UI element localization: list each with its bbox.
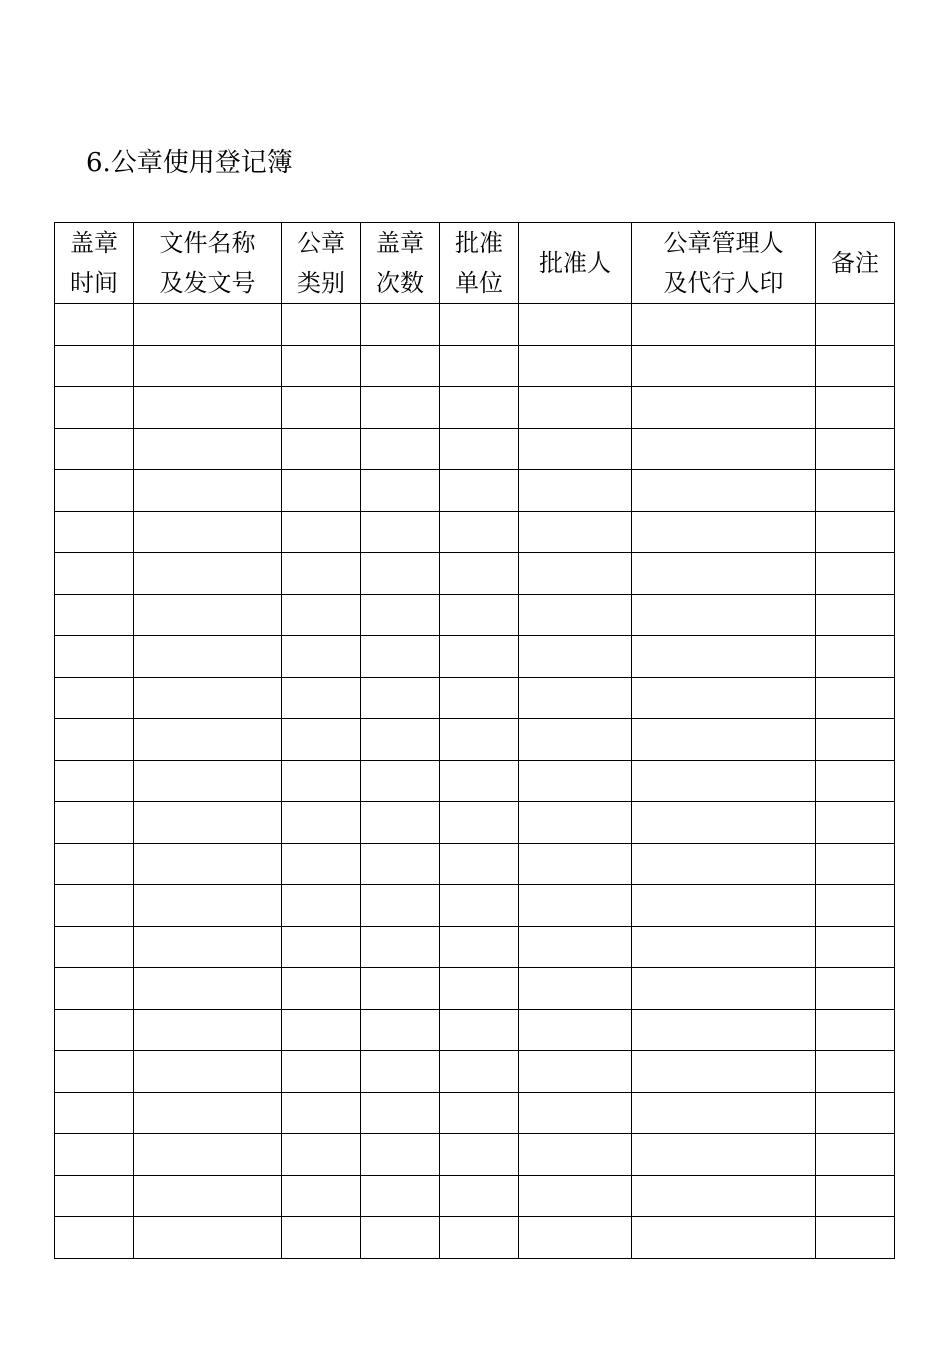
table-cell[interactable] <box>440 428 519 470</box>
header-line: 时间 <box>70 269 118 297</box>
table-row <box>55 885 895 927</box>
table-cell[interactable] <box>440 304 519 346</box>
table-cell[interactable] <box>55 553 134 595</box>
table-cell[interactable] <box>816 677 895 719</box>
table-cell[interactable] <box>816 1217 895 1259</box>
table-cell[interactable] <box>519 760 632 802</box>
header-line: 盖章 <box>70 229 118 257</box>
table-cell[interactable] <box>632 1175 816 1217</box>
table-cell[interactable] <box>282 553 361 595</box>
table-cell[interactable] <box>440 470 519 512</box>
table-cell[interactable] <box>519 553 632 595</box>
table-cell[interactable] <box>816 636 895 678</box>
table-body <box>55 304 895 1259</box>
table-cell[interactable] <box>632 719 816 761</box>
table-cell[interactable] <box>361 1051 440 1093</box>
table-cell[interactable] <box>55 719 134 761</box>
table-row <box>55 1092 895 1134</box>
table-cell[interactable] <box>134 760 282 802</box>
table-cell[interactable] <box>632 594 816 636</box>
table-cell[interactable] <box>55 387 134 429</box>
table-cell[interactable] <box>816 1092 895 1134</box>
table-cell[interactable] <box>632 345 816 387</box>
table-row <box>55 760 895 802</box>
table-cell[interactable] <box>816 1175 895 1217</box>
table-row <box>55 1051 895 1093</box>
table-cell[interactable] <box>134 802 282 844</box>
table-cell[interactable] <box>361 511 440 553</box>
table-cell[interactable] <box>632 968 816 1010</box>
table-cell[interactable] <box>632 553 816 595</box>
table-cell[interactable] <box>440 1092 519 1134</box>
table-cell[interactable] <box>816 304 895 346</box>
table-cell[interactable] <box>519 843 632 885</box>
table-cell[interactable] <box>519 636 632 678</box>
table-cell[interactable] <box>282 428 361 470</box>
table-cell[interactable] <box>361 304 440 346</box>
table-cell[interactable] <box>55 843 134 885</box>
table-row <box>55 428 895 470</box>
table-cell[interactable] <box>134 387 282 429</box>
table-cell[interactable] <box>134 926 282 968</box>
table-cell[interactable] <box>282 1092 361 1134</box>
table-cell[interactable] <box>55 760 134 802</box>
table-cell[interactable] <box>632 1134 816 1176</box>
table-row <box>55 594 895 636</box>
table-cell[interactable] <box>361 885 440 927</box>
header-line: 单位 <box>455 269 503 297</box>
table-cell[interactable] <box>440 345 519 387</box>
header-line: 文件名称 <box>159 229 256 257</box>
table-cell[interactable] <box>440 843 519 885</box>
header-line: 批准 <box>455 229 503 257</box>
table-cell[interactable] <box>519 926 632 968</box>
table-cell[interactable] <box>440 553 519 595</box>
table-cell[interactable] <box>440 1175 519 1217</box>
table-cell[interactable] <box>519 719 632 761</box>
table-cell[interactable] <box>361 1175 440 1217</box>
table-cell[interactable] <box>282 760 361 802</box>
table-cell[interactable] <box>632 677 816 719</box>
table-cell[interactable] <box>632 387 816 429</box>
table-cell[interactable] <box>361 843 440 885</box>
table-row <box>55 345 895 387</box>
table-cell[interactable] <box>816 594 895 636</box>
table-cell[interactable] <box>134 594 282 636</box>
table-cell[interactable] <box>632 926 816 968</box>
table-row <box>55 1217 895 1259</box>
table-row <box>55 968 895 1010</box>
table-cell[interactable] <box>361 1217 440 1259</box>
table-cell[interactable] <box>519 1134 632 1176</box>
table-row <box>55 387 895 429</box>
table-cell[interactable] <box>440 1051 519 1093</box>
table-cell[interactable] <box>134 553 282 595</box>
table-cell[interactable] <box>282 470 361 512</box>
table-cell[interactable] <box>282 1009 361 1051</box>
table-cell[interactable] <box>519 885 632 927</box>
table-cell[interactable] <box>282 885 361 927</box>
table-cell[interactable] <box>282 843 361 885</box>
table-cell[interactable] <box>519 677 632 719</box>
table-cell[interactable] <box>361 1009 440 1051</box>
table-cell[interactable] <box>361 968 440 1010</box>
header-approver <box>519 223 632 304</box>
table-row <box>55 719 895 761</box>
table-cell[interactable] <box>632 511 816 553</box>
table-cell[interactable] <box>361 387 440 429</box>
table-cell[interactable] <box>519 1092 632 1134</box>
table-cell[interactable] <box>282 387 361 429</box>
table-cell[interactable] <box>55 885 134 927</box>
table-cell[interactable] <box>440 926 519 968</box>
table-cell[interactable] <box>440 636 519 678</box>
table-cell[interactable] <box>134 511 282 553</box>
table-cell[interactable] <box>519 511 632 553</box>
table-cell[interactable] <box>632 1217 816 1259</box>
table-cell[interactable] <box>632 802 816 844</box>
table-cell[interactable] <box>632 843 816 885</box>
header-document-name <box>134 223 282 304</box>
table-cell[interactable] <box>816 1134 895 1176</box>
table-cell[interactable] <box>440 719 519 761</box>
table-cell[interactable] <box>816 1009 895 1051</box>
table-cell[interactable] <box>55 926 134 968</box>
table-cell[interactable] <box>632 636 816 678</box>
table-row <box>55 677 895 719</box>
table-cell[interactable] <box>134 345 282 387</box>
table-cell[interactable] <box>440 1217 519 1259</box>
page-title: 6.公章使用登记簿 <box>86 148 293 178</box>
table-cell[interactable] <box>55 1051 134 1093</box>
table-cell[interactable] <box>361 1134 440 1176</box>
table-cell[interactable] <box>816 760 895 802</box>
table-cell[interactable] <box>134 885 282 927</box>
table-row <box>55 802 895 844</box>
table-cell[interactable] <box>282 304 361 346</box>
table-cell[interactable] <box>361 470 440 512</box>
table-cell[interactable] <box>134 1134 282 1176</box>
table-cell[interactable] <box>440 387 519 429</box>
table-cell[interactable] <box>55 1092 134 1134</box>
table-cell[interactable] <box>282 1175 361 1217</box>
table-cell[interactable] <box>134 428 282 470</box>
table-cell[interactable] <box>282 1217 361 1259</box>
table-cell[interactable] <box>282 1051 361 1093</box>
table-cell[interactable] <box>519 387 632 429</box>
table-row <box>55 1009 895 1051</box>
table-row <box>55 304 895 346</box>
table-cell[interactable] <box>440 1009 519 1051</box>
header-line: 备注 <box>831 249 879 277</box>
table-header <box>55 223 895 304</box>
table-cell[interactable] <box>361 345 440 387</box>
table-cell[interactable] <box>816 428 895 470</box>
table-row <box>55 511 895 553</box>
table-cell[interactable] <box>519 968 632 1010</box>
header-line: 及代行人印 <box>663 269 784 297</box>
table-cell[interactable] <box>361 719 440 761</box>
table-cell[interactable] <box>282 1134 361 1176</box>
table-cell[interactable] <box>55 1175 134 1217</box>
table-cell[interactable] <box>816 553 895 595</box>
table-cell[interactable] <box>816 885 895 927</box>
header-row <box>55 223 895 304</box>
table-cell[interactable] <box>55 345 134 387</box>
header-line: 次数 <box>376 269 424 297</box>
table-cell[interactable] <box>519 304 632 346</box>
table-cell[interactable] <box>361 760 440 802</box>
seal-usage-register-table <box>54 222 895 1259</box>
table-cell[interactable] <box>55 304 134 346</box>
table-cell[interactable] <box>816 470 895 512</box>
table-cell[interactable] <box>632 1051 816 1093</box>
table-cell[interactable] <box>134 1175 282 1217</box>
table-cell[interactable] <box>55 677 134 719</box>
table-cell[interactable] <box>632 428 816 470</box>
table-cell[interactable] <box>519 1175 632 1217</box>
header-line: 及发文号 <box>159 269 256 297</box>
header-seal-time <box>55 223 134 304</box>
table-row <box>55 926 895 968</box>
table-cell[interactable] <box>361 636 440 678</box>
header-seal-keeper <box>632 223 816 304</box>
table-cell[interactable] <box>134 719 282 761</box>
table-cell[interactable] <box>632 470 816 512</box>
table-cell[interactable] <box>816 1051 895 1093</box>
table-cell[interactable] <box>632 885 816 927</box>
table-row <box>55 1175 895 1217</box>
table-cell[interactable] <box>519 1051 632 1093</box>
table-cell[interactable] <box>134 1051 282 1093</box>
table-cell[interactable] <box>632 1092 816 1134</box>
table-cell[interactable] <box>134 1009 282 1051</box>
table-cell[interactable] <box>440 677 519 719</box>
table-cell[interactable] <box>519 428 632 470</box>
table-cell[interactable] <box>519 345 632 387</box>
table-cell[interactable] <box>440 511 519 553</box>
table-cell[interactable] <box>55 1009 134 1051</box>
table-row <box>55 470 895 512</box>
table-cell[interactable] <box>282 511 361 553</box>
table-cell[interactable] <box>55 968 134 1010</box>
table-cell[interactable] <box>440 1134 519 1176</box>
table-cell[interactable] <box>361 594 440 636</box>
header-line: 公章 <box>297 229 345 257</box>
table-cell[interactable] <box>282 926 361 968</box>
table-cell[interactable] <box>282 345 361 387</box>
table-cell[interactable] <box>55 470 134 512</box>
table-cell[interactable] <box>440 760 519 802</box>
header-approving-unit <box>440 223 519 304</box>
table-cell[interactable] <box>134 968 282 1010</box>
table-cell[interactable] <box>134 843 282 885</box>
table-row <box>55 1134 895 1176</box>
table-cell[interactable] <box>134 304 282 346</box>
table-cell[interactable] <box>282 594 361 636</box>
table-cell[interactable] <box>55 594 134 636</box>
table-cell[interactable] <box>816 968 895 1010</box>
table-cell[interactable] <box>282 802 361 844</box>
header-line: 类别 <box>297 269 345 297</box>
table-cell[interactable] <box>134 1217 282 1259</box>
table-cell[interactable] <box>632 1009 816 1051</box>
table-cell[interactable] <box>134 636 282 678</box>
table-cell[interactable] <box>361 553 440 595</box>
table-cell[interactable] <box>519 802 632 844</box>
table-cell[interactable] <box>282 968 361 1010</box>
table-cell[interactable] <box>816 387 895 429</box>
table-cell[interactable] <box>440 968 519 1010</box>
table-cell[interactable] <box>816 802 895 844</box>
table-cell[interactable] <box>55 1134 134 1176</box>
table-cell[interactable] <box>55 428 134 470</box>
table-cell[interactable] <box>55 802 134 844</box>
table-cell[interactable] <box>816 345 895 387</box>
table-cell[interactable] <box>282 636 361 678</box>
table-cell[interactable] <box>816 843 895 885</box>
table-cell[interactable] <box>519 470 632 512</box>
table-cell[interactable] <box>134 677 282 719</box>
table-row <box>55 843 895 885</box>
table-cell[interactable] <box>134 1092 282 1134</box>
table-cell[interactable] <box>361 1092 440 1134</box>
table-cell[interactable] <box>519 1217 632 1259</box>
table-cell[interactable] <box>361 677 440 719</box>
table-row <box>55 636 895 678</box>
table-row <box>55 553 895 595</box>
table-cell[interactable] <box>55 1217 134 1259</box>
header-remarks <box>816 223 895 304</box>
table-cell[interactable] <box>816 719 895 761</box>
table-cell[interactable] <box>816 511 895 553</box>
table-cell[interactable] <box>440 594 519 636</box>
header-line: 盖章 <box>376 229 424 257</box>
header-seal-count <box>361 223 440 304</box>
table-cell[interactable] <box>816 926 895 968</box>
header-line: 批准人 <box>539 249 611 277</box>
table-cell[interactable] <box>440 885 519 927</box>
table-cell[interactable] <box>55 511 134 553</box>
table-cell[interactable] <box>134 470 282 512</box>
table-cell[interactable] <box>361 926 440 968</box>
table-cell[interactable] <box>519 594 632 636</box>
table-cell[interactable] <box>282 719 361 761</box>
table-cell[interactable] <box>361 802 440 844</box>
table-cell[interactable] <box>632 304 816 346</box>
table-cell[interactable] <box>632 760 816 802</box>
table-cell[interactable] <box>440 802 519 844</box>
table-cell[interactable] <box>55 636 134 678</box>
table-cell[interactable] <box>361 428 440 470</box>
header-line: 公章管理人 <box>663 229 784 257</box>
table-cell[interactable] <box>519 1009 632 1051</box>
table-cell[interactable] <box>282 677 361 719</box>
header-seal-type <box>282 223 361 304</box>
